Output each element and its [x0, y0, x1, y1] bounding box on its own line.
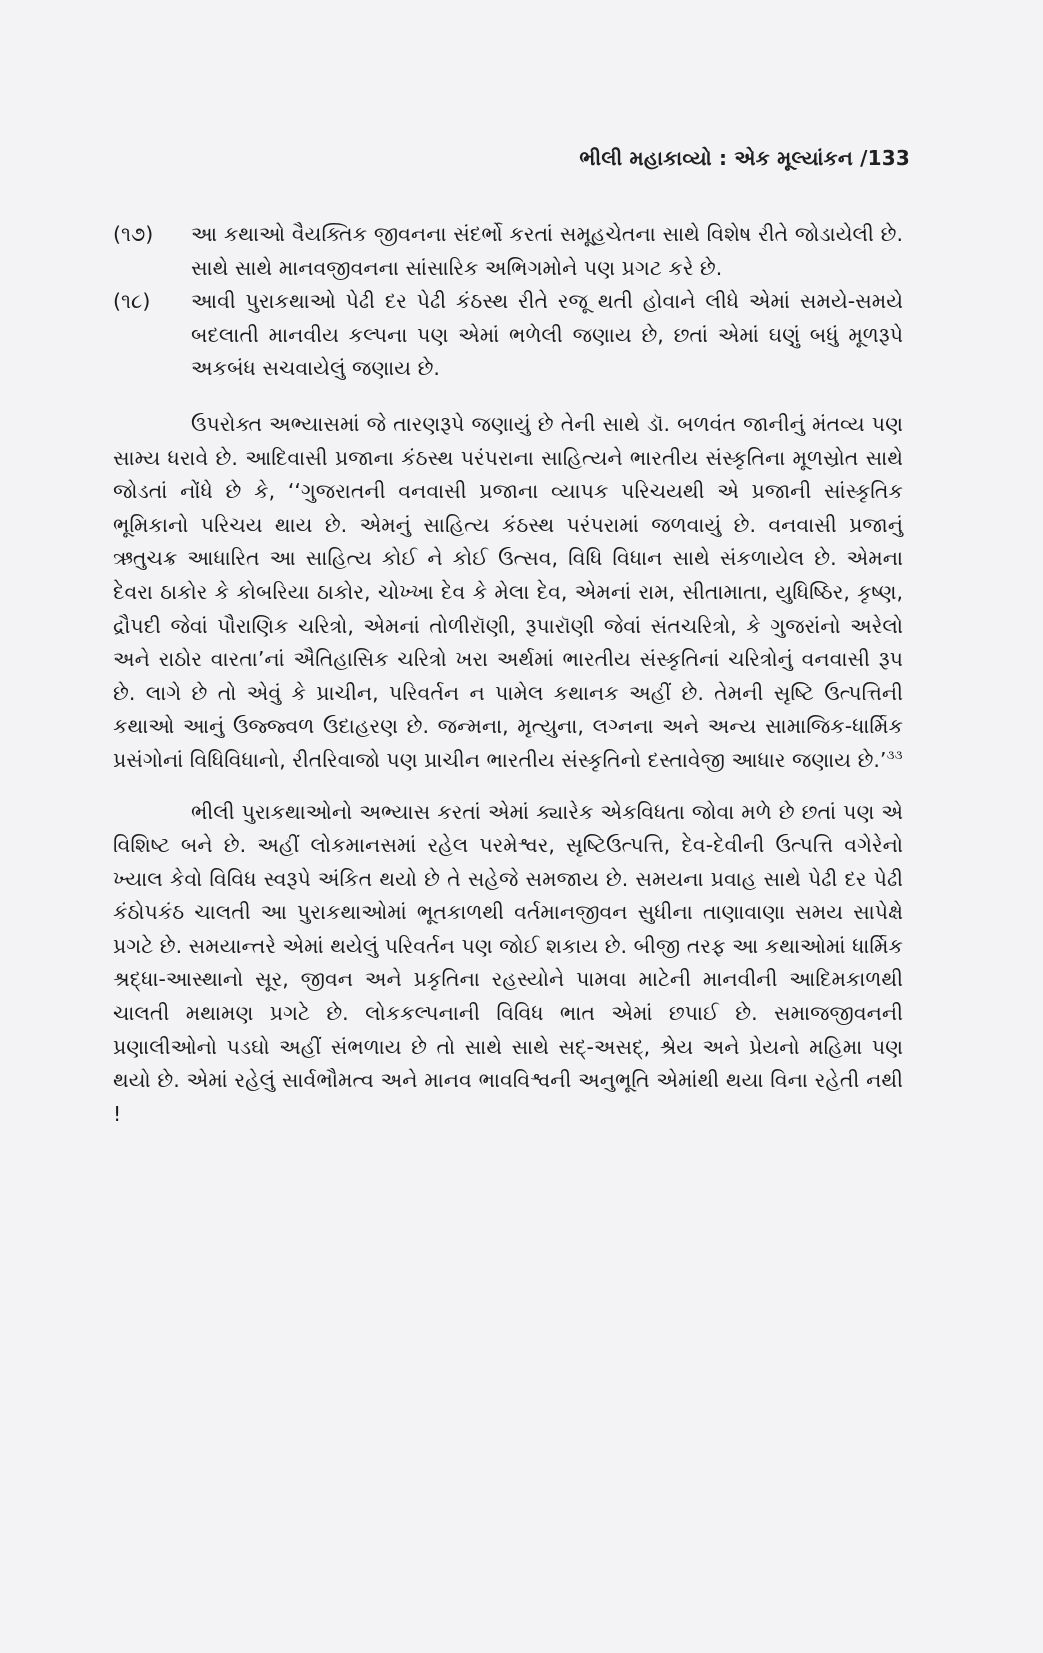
item-text: આવી પુરાકથાઓ પેઢી દર પેઢી કંઠસ્થ રીતે રજૂ થતી હોવાને લીધે એમાં સમયે-સમયે બદલાતી માનવીય કલ્પના પણ એમાં ભળેલી જણાય છે, છતાં એમાં ઘણું બધું મૂળરૂપે અકબંધ સચવાયેલું જણાય છે. [191, 289, 903, 381]
page-body [113, 218, 903, 1131]
item-number: (૧૭) [113, 222, 154, 246]
list-item [113, 218, 903, 285]
running-header: ભીલી મહાકાવ્યો : એક મૂલ્યાંકન /133 [579, 146, 910, 170]
paragraph-text: ભીલી પુરાકથાઓનો અભ્યાસ કરતાં એમાં ક્યારેક એકવિધતા જોવા મળે છે છતાં પણ એ વિશિષ્ટ બને છે. અહીં લોકમાનસમાં રહેલ પરમેશ્વર, સૃષ્ટિઉત્પત્તિ, દેવ-દેવીની ઉત્પત્તિ વગેરેનો ખ્યાલ કેવો વિવિધ સ્વરૂપે અંકિત થયો છે તે સહેજે સમજાય છે. સમયના પ્રવાહ સાથે પેઢી દર પેઢી કંઠોપકંઠ ચાલતી આ પુરાકથાઓમાં ભૂતકાળથી વર્તમાનજીવન સુધીના તાણાવાણા સમય સાપેક્ષે પ્રગટે છે. સમયાન્તરે એમાં થયેલું પરિવર્તન પણ જોઈ શકાય છે. બીજી તરફ આ કથાઓમાં ધાર્મિક શ્રદ્ધા-આસ્થાનો સૂર, જીવન અને પ્રકૃતિના રહસ્યોને પામવા માટેની માનવીની આદિમકાળથી ચાલતી મથામણ પ્રગટે છે. લોકકલ્પનાની વિવિધ ભાત એમાં છપાઈ છે. સમાજજીવનની પ્રણાલીઓનો પડઘો અહીં સંભળાય છે તો સાથે સાથે સદ્-અસદ્, શ્રેય અને પ્રેયનો મહિમા પણ થયો છે. એમાં રહેલું સાર્વભૌમત્વ અને માનવ ભાવવિશ્વની અનુભૂતિ એમાંથી થયા વિના રહેતી નથી ! [113, 799, 903, 1126]
item-number: (૧૮) [113, 289, 151, 314]
list-item [113, 285, 903, 386]
item-text: આ કથાઓ વૈયક્તિક જીવનના સંદર્ભો કરતાં સમૂહચેતના સાથે વિશેષ રીતે જોડાયેલી છે. સાથે સાથે માનવજીવનના સાંસારિક અભિગમોને પણ પ્રગટ કરે છે. [191, 222, 903, 280]
paragraph-text: ઉપરોક્ત અભ્યાસમાં જે તારણરૂપે જણાયું છે તેની સાથે ડૉ. બળવંત જાનીનું મંતવ્ય પણ સામ્ય ધરાવે છે. આદિવાસી પ્રજાના કંઠસ્થ પરંપરાના સાહિત્યને ભારતીય સંસ્કૃતિના મૂળસ્રોત સાથે જોડતાં નોંધે છે કે, ‘‘ગુજરાતની વનવાસી પ્રજાના વ્યાપક પરિચયથી એ પ્રજાની સાંસ્કૃતિક ભૂમિકાનો પરિચય થાય છે. એમનું સાહિત્ય કંઠસ્થ પરંપરામાં જળવાયું છે. વનવાસી પ્રજાનું ઋતુચક્ર આધારિત આ સાહિત્ય કોઈ ને કોઈ ઉત્સવ, વિધિ વિધાન સાથે સંકળાયેલ છે. એમના દેવરા ઠાકોર કે કોબરિયા ઠાકોર, ચોખ્ખા દેવ કે મેલા દેવ, એમનાં રામ, સીતામાતા, યુધિષ્ઠિર, કૃષ્ણ, દ્રૌપદી જેવાં પૌરાણિક ચરિત્રો, એમનાં તોળીરૉણી, રૂપારૉણી જેવાં સંતચરિત્રો, કે ગુજરાંનો અરેલો અને રાઠોર વારતા’નાં ઐતિહાસિક ચરિત્રો ખરા અર્થમાં ભારતીય સંસ્કૃતિનાં ચરિત્રોનું વનવાસી રૂપ છે. લાગે છે તો એવું કે પ્રાચીન, પરિવર્તન ન પામેલ કથાનક અહીં છે. તેમની સૃષ્ટિ ઉત્પત્તિની કથાઓ આનું ઉજ્જ્વળ ઉદાહરણ છે. જન્મના, મૃત્યુના, લગ્નના અને અન્ય સામાજિક-ધાર્મિક પ્રસંગોનાં વિધિવિધાનો, રીતરિવાજો પણ પ્રાચીન ભારતીય સંસ્કૃતિનો દસ્તાવેજી આધાર જણાય છે.’ [113, 411, 903, 772]
paragraph-conclusion [113, 796, 903, 1132]
footnote-reference: ૩૩ [886, 748, 903, 763]
paragraph-quote [113, 408, 903, 778]
